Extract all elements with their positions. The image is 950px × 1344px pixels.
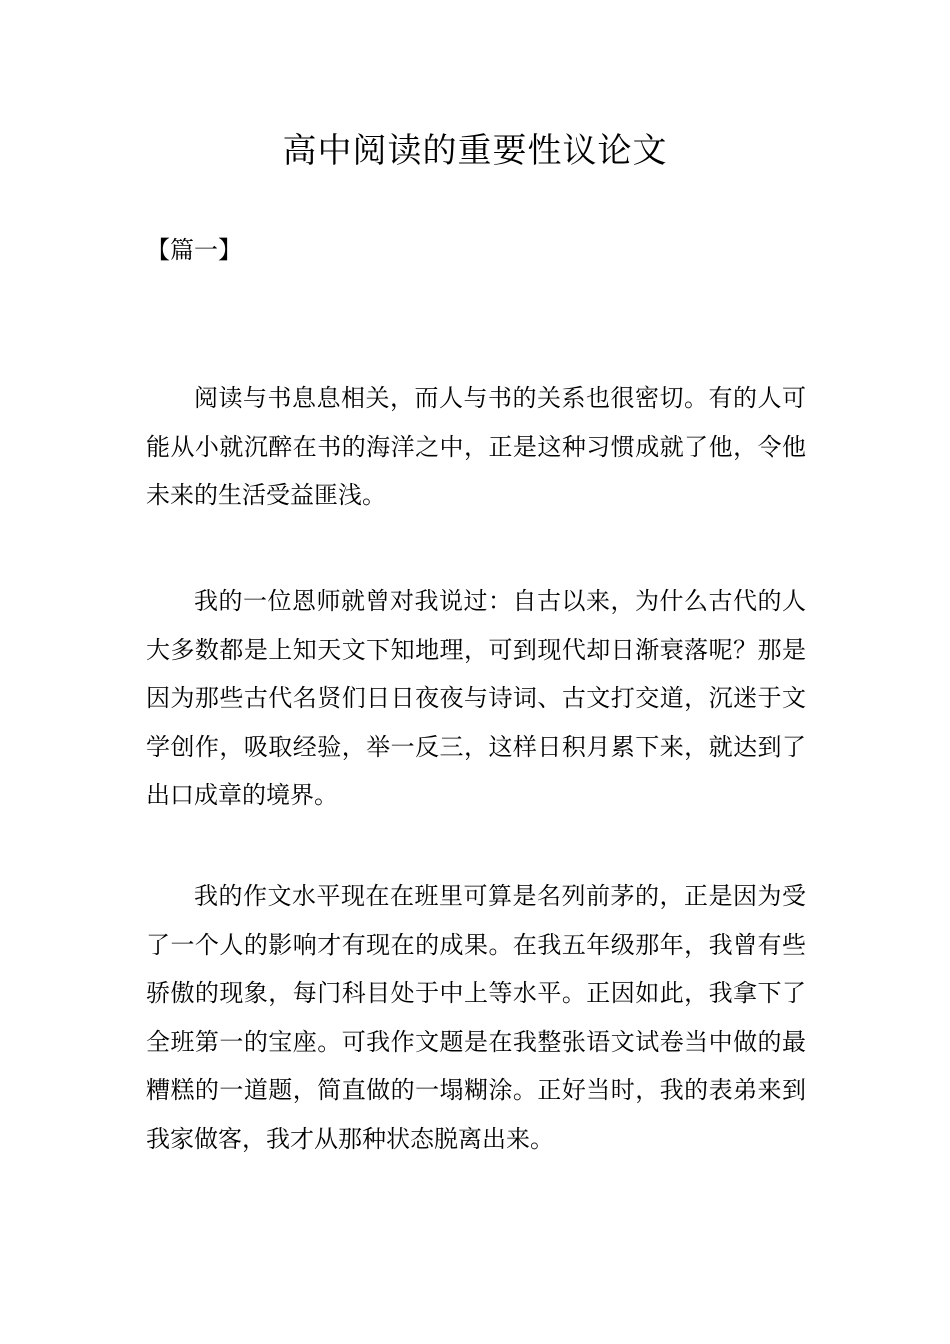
- paragraph-2: 我的一位恩师就曾对我说过：自古以来，为什么古代的人大多数都是上知天文下知地理，可到现代却日渐衰落呢？那是因为那些古代名贤们日日夜夜与诗词、古文打交道，沉迷于文学创作，吸取经验，举一反三，这样日积月累下来，就达到了出口成章的境界。: [146, 587, 806, 809]
- section-heading: 【篇一】: [146, 236, 242, 264]
- paragraph-1: 阅读与书息息相关，而人与书的关系也很密切。有的人可能从小就沉醉在书的海洋之中，正是这种习惯成就了他，令他未来的生活受益匪浅。: [146, 384, 806, 509]
- paragraph-3: 我的作文水平现在在班里可算是名列前茅的，正是因为受了一个人的影响才有现在的成果。在我五年级那年，我曾有些骄傲的现象，每门科目处于中上等水平。正因如此，我拿下了全班第一的宝座。可我作文题是在我整张语文试卷当中做的最糟糕的一道题，简直做的一塌糊涂。正好当时，我的表弟来到我家做客，我才从那种状态脱离出来。: [146, 882, 806, 1153]
- document-title: 高中阅读的重要性议论文: [282, 131, 668, 171]
